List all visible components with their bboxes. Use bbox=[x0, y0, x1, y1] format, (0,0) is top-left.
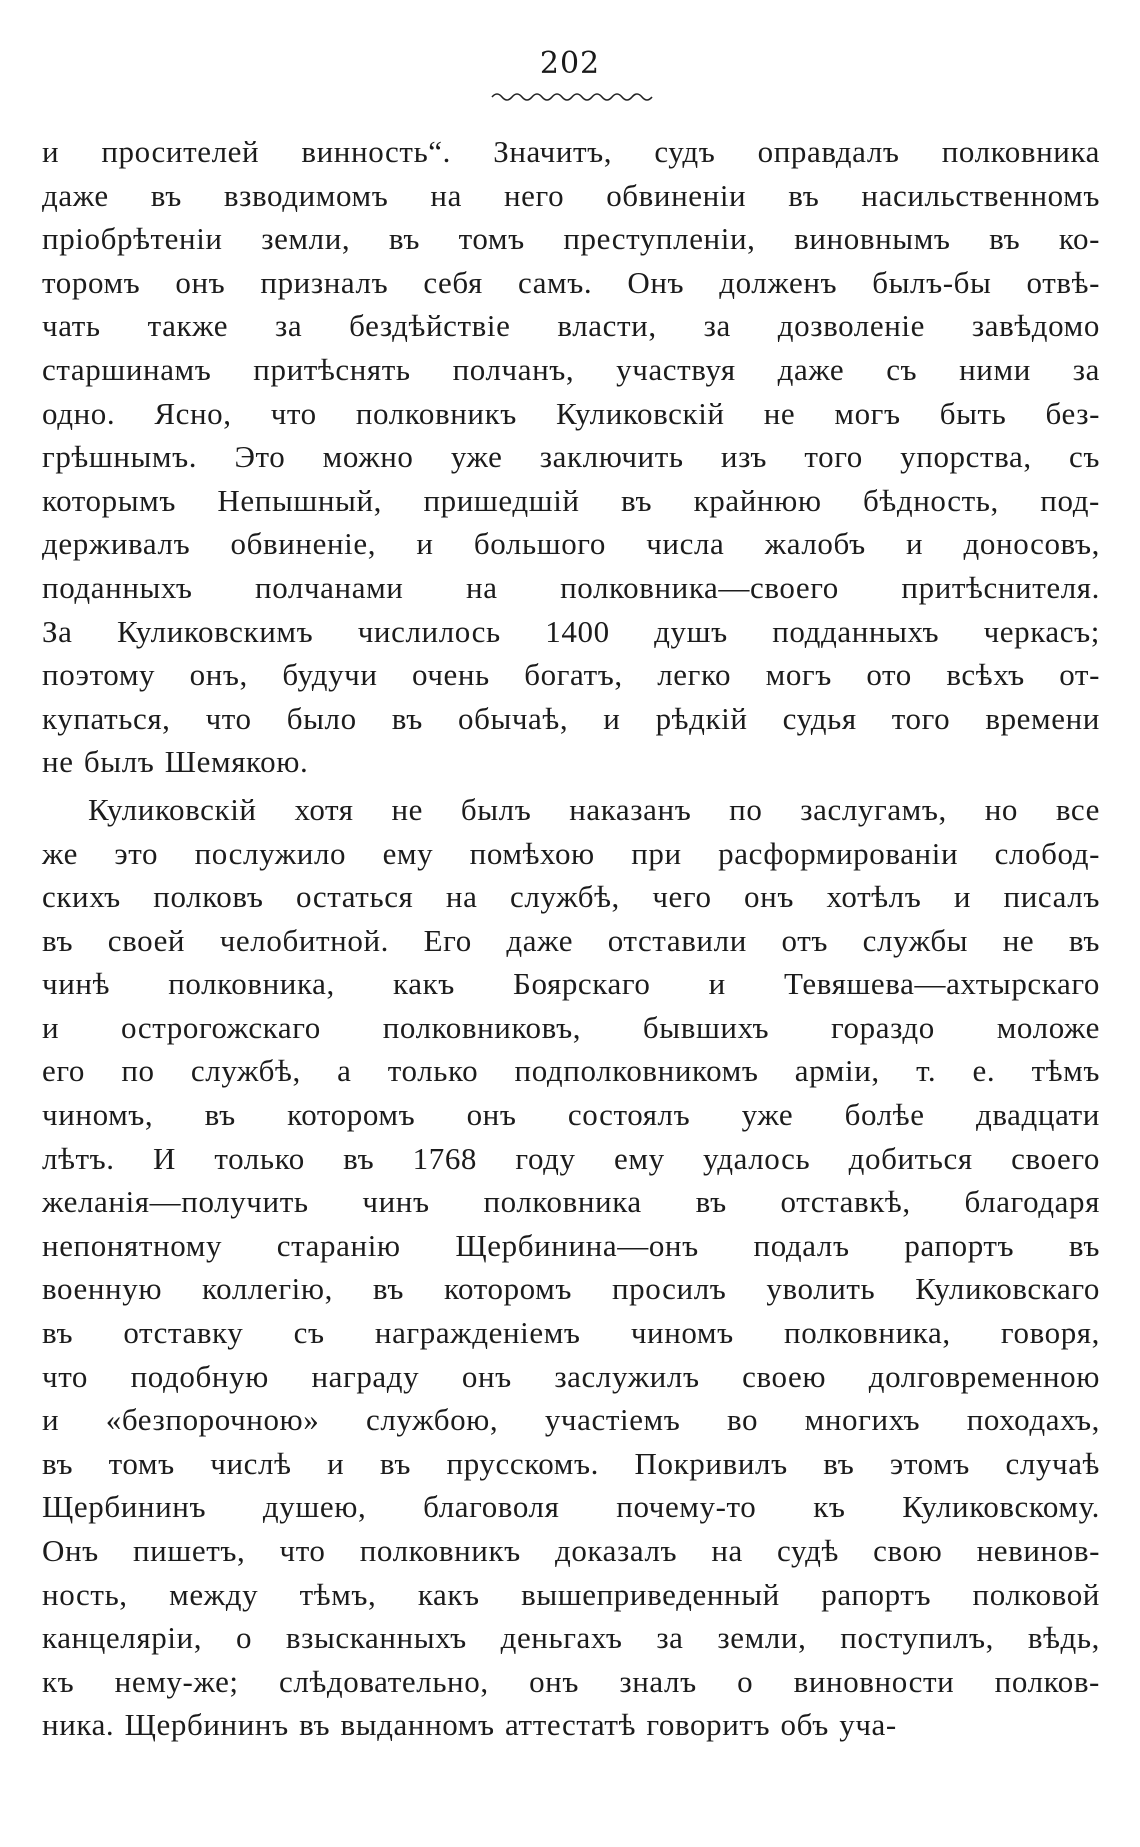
text-line: Щербининъ душею, благоволя почему-то къ Куликовскому. bbox=[42, 1489, 1100, 1525]
text-line: поэтому онъ, будучи очень богатъ, легко могъ ото всѣхъ от- bbox=[42, 657, 1100, 693]
text-line: что подобную награду онъ заслужилъ своею долговременною bbox=[42, 1358, 1100, 1394]
text-line: его по службѣ, а только подполковникомъ арміи, т. е. тѣмъ bbox=[42, 1053, 1100, 1089]
text-line: къ нему-же; слѣдовательно, онъ зналъ о виновности полков- bbox=[42, 1663, 1100, 1699]
paragraph bbox=[42, 788, 1100, 1747]
text-line: непонятному старанію Щербинина—онъ подалъ рапортъ въ bbox=[42, 1227, 1100, 1263]
text-line: не былъ Шемякою. bbox=[42, 744, 309, 780]
text-line: даже въ взводимомъ на него обвиненіи въ насильственномъ bbox=[42, 177, 1100, 213]
text-line: и просителей винность“. Значитъ, судъ оправдалъ полковника bbox=[42, 134, 1100, 169]
text-line: ность, между тѣмъ, какъ вышеприведенный рапортъ полковой bbox=[42, 1576, 1100, 1612]
text-line: чинѣ полковника, какъ Боярскаго и Тевяшева—ахтырскаго bbox=[42, 966, 1100, 1002]
text-line: одно. Ясно, что полковникъ Куликовскій не могъ быть без- bbox=[42, 395, 1100, 431]
text-line: въ томъ числѣ и въ прусскомъ. Покривилъ въ этомъ случаѣ bbox=[42, 1445, 1100, 1481]
text-line: старшинамъ притѣснять полчанъ, участвуя даже съ ними за bbox=[42, 351, 1100, 387]
text-line: поданныхъ полчанами на полковника—своего притѣснителя. bbox=[42, 569, 1100, 605]
text-line: же это послужило ему помѣхою при расформированіи слобод- bbox=[42, 835, 1100, 871]
page-number: 202 bbox=[539, 46, 601, 81]
wavy-rule-ornament bbox=[490, 90, 660, 104]
text-line: желанія—получить чинъ полковника въ отставкѣ, благодаря bbox=[42, 1184, 1100, 1220]
text-line: Куликовскій хотя не былъ наказанъ по заслугамъ, но все bbox=[88, 791, 1100, 827]
page-header bbox=[0, 46, 1140, 81]
text-line: ника. Щербининъ въ выданномъ аттестатѣ говоритъ объ уча- bbox=[42, 1707, 897, 1743]
text-line: военную коллегію, въ которомъ просилъ уволить Куликовскаго bbox=[42, 1271, 1100, 1307]
text-line: грѣшнымъ. Это можно уже заключить изъ того упорства, съ bbox=[42, 439, 1100, 475]
text-line: чиномъ, въ которомъ онъ состоялъ уже болѣе двадцати bbox=[42, 1097, 1100, 1133]
text-line: которымъ Непышный, пришедшій въ крайнюю бѣдность, под- bbox=[42, 482, 1100, 518]
text-line: канцеляріи, о взысканныхъ деньгахъ за земли, поступилъ, вѣдь, bbox=[42, 1620, 1100, 1656]
text-line: торомъ онъ призналъ себя самъ. Онъ долженъ былъ-бы отвѣ- bbox=[42, 264, 1100, 300]
text-line: лѣтъ. И только въ 1768 году ему удалось добиться своего bbox=[42, 1140, 1100, 1176]
paragraph bbox=[42, 130, 1100, 784]
text-line: скихъ полковъ остаться на службѣ, чего онъ хотѣлъ и писалъ bbox=[42, 879, 1100, 915]
text-line: въ отставку съ награжденіемъ чиномъ полковника, говоря, bbox=[42, 1315, 1100, 1351]
text-line: и «безпорочною» службою, участіемъ во многихъ походахъ, bbox=[42, 1402, 1100, 1438]
body-text bbox=[42, 130, 1100, 1747]
text-line: держивалъ обвиненіе, и большого числа жалобъ и доносовъ, bbox=[42, 526, 1100, 562]
text-line: и острогожскаго полковниковъ, бывшихъ гораздо моложе bbox=[42, 1009, 1100, 1045]
text-line: За Куликовскимъ числилось 1400 душъ подданныхъ черкасъ; bbox=[42, 613, 1100, 649]
text-line: пріобрѣтеніи земли, въ томъ преступленіи, виновнымъ въ ко- bbox=[42, 221, 1100, 257]
text-line: купаться, что было въ обычаѣ, и рѣдкій судья того времени bbox=[42, 700, 1100, 736]
text-line: въ своей челобитной. Его даже отставили отъ службы не въ bbox=[42, 922, 1100, 958]
text-line: чать также за бездѣйствіе власти, за дозволеніе завѣдомо bbox=[42, 308, 1100, 344]
text-line: Онъ пишетъ, что полковникъ доказалъ на судѣ свою невинов- bbox=[42, 1533, 1100, 1568]
